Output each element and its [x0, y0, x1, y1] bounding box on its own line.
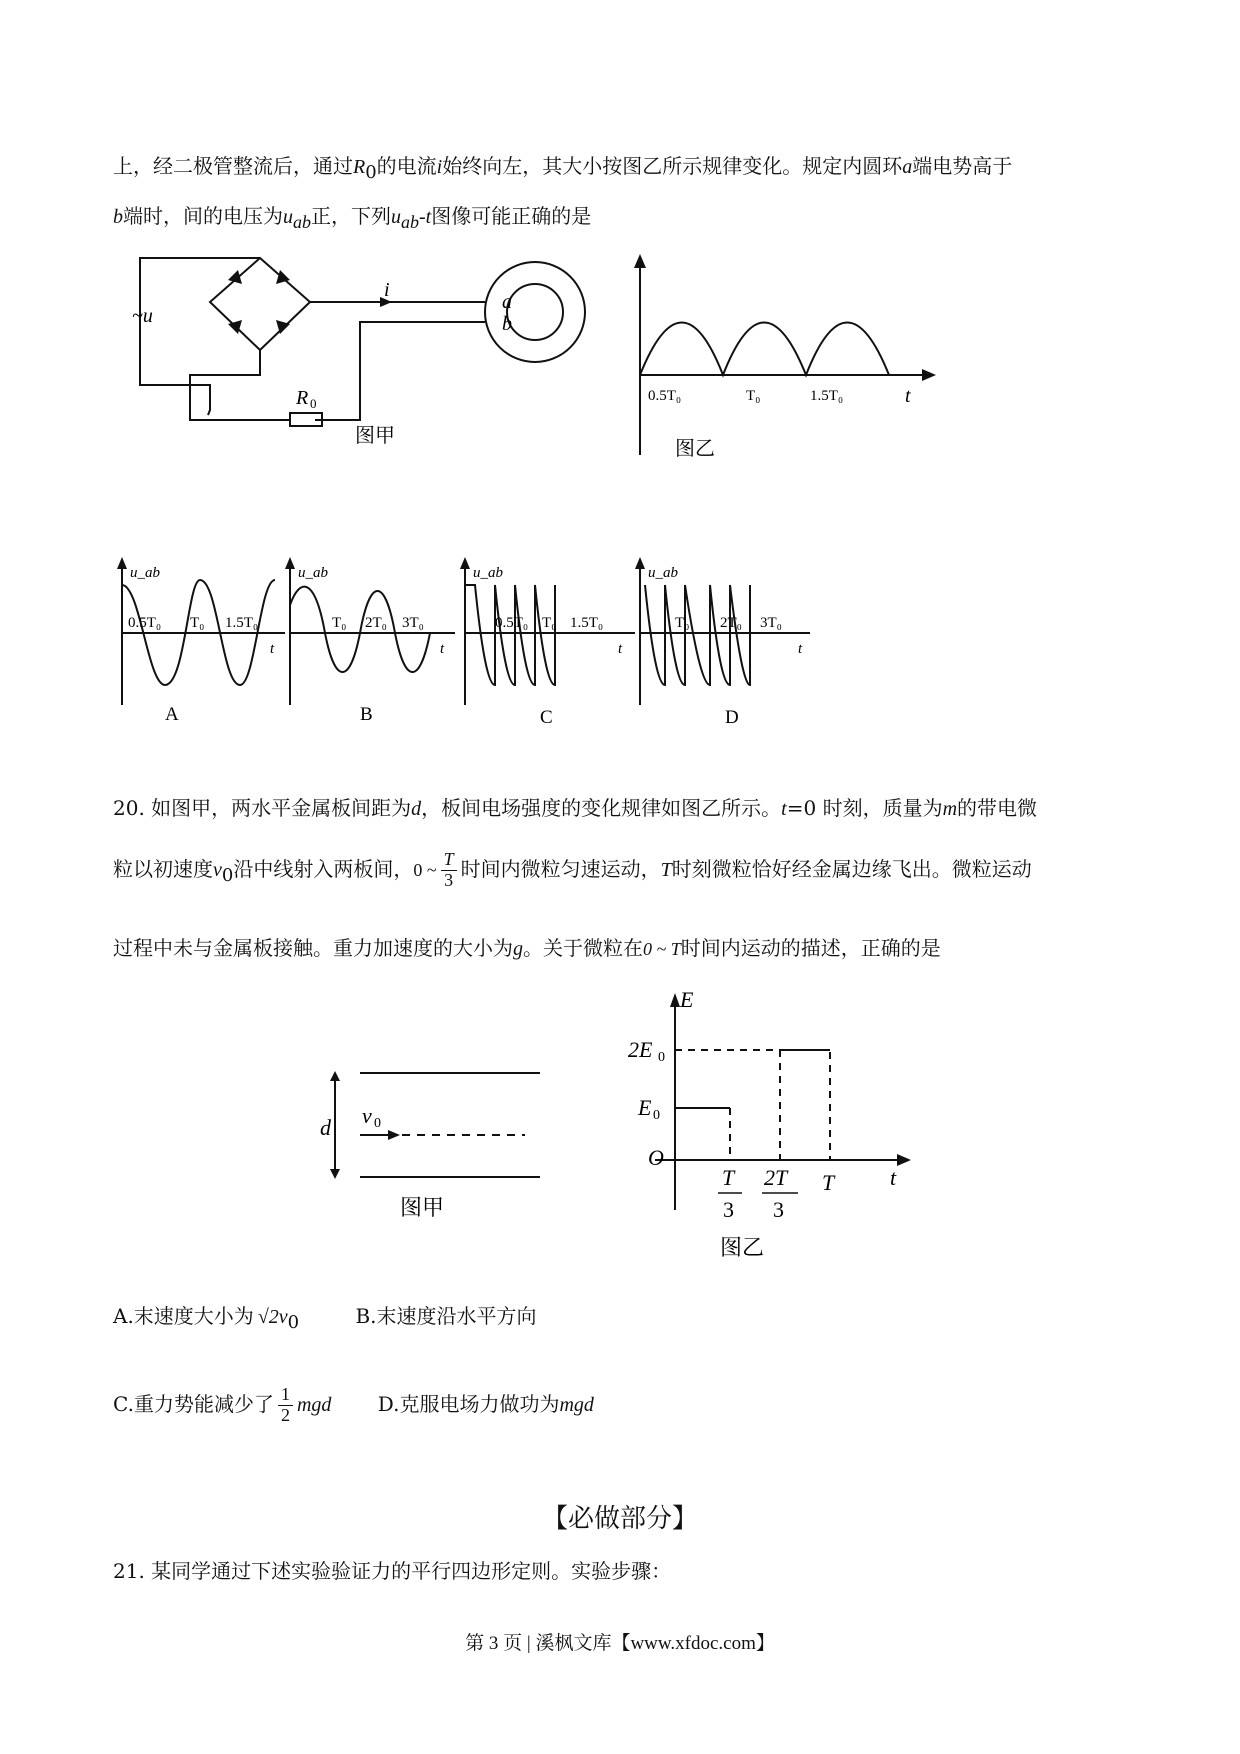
- intro-line-2: [113, 200, 591, 233]
- var-t: t: [781, 798, 787, 820]
- var-g: g: [513, 938, 523, 960]
- axis-t: t: [440, 641, 445, 657]
- text: 时间内微粒匀速运动，: [460, 856, 661, 881]
- caption-yi: 图乙: [675, 438, 715, 460]
- var-u: u: [391, 206, 401, 228]
- label-r: R: [296, 387, 309, 409]
- tick: 3T₀: [760, 615, 782, 631]
- tick: T₀: [675, 615, 690, 631]
- caption-yi: 图乙: [720, 1235, 765, 1260]
- label-u: ~u: [132, 305, 153, 327]
- answer-c: C.重力势能减少了: [113, 1391, 274, 1416]
- text: 20. 如图甲，两水平金属板间距为: [113, 796, 412, 820]
- tick: 0.5T₀: [128, 615, 162, 631]
- num: 1: [278, 1385, 293, 1406]
- text: 图像可能正确的是: [431, 204, 592, 228]
- sub: ab: [293, 212, 311, 232]
- sub: 0: [287, 1312, 300, 1333]
- text: 正，下列: [311, 204, 391, 228]
- option-letter: C: [540, 707, 553, 728]
- q20-line-2: [113, 850, 1032, 891]
- label-sub: 0: [658, 1050, 665, 1065]
- text: 端时，间的电压为: [123, 204, 283, 228]
- range: 0 ~ T: [643, 939, 681, 959]
- var-t: -t: [419, 206, 432, 228]
- answer-d: D.克服电场力做功为: [377, 1391, 560, 1416]
- option-letter: A: [165, 704, 179, 725]
- tick: T₀: [746, 388, 761, 404]
- tick-num: T: [722, 1165, 735, 1190]
- tick: 3T₀: [402, 615, 424, 631]
- ylabel: u_ab: [130, 565, 160, 581]
- var-u: u: [283, 206, 293, 228]
- tick: 0.5T₀: [495, 615, 529, 631]
- var-a: a: [902, 156, 913, 178]
- options-19: [110, 555, 930, 745]
- answer-b: B.末速度沿水平方向: [355, 1304, 537, 1328]
- var-v: v: [213, 858, 222, 881]
- text: 粒以初速度: [113, 856, 213, 881]
- tick: 1.5T₀: [225, 615, 259, 631]
- answers-row-2: [113, 1385, 594, 1426]
- num: T: [441, 850, 457, 871]
- tick: 0.5T₀: [648, 388, 682, 404]
- den: 3: [444, 869, 454, 890]
- label-r-sub: 0: [310, 396, 317, 411]
- tick: T₀: [332, 615, 347, 631]
- axis-t: t: [905, 385, 911, 407]
- text: 端电势高于: [912, 154, 1013, 178]
- label-e0: E: [638, 1095, 652, 1120]
- label-b: b: [502, 313, 512, 335]
- tick-num: 2T: [764, 1165, 788, 1190]
- label-i: i: [384, 279, 390, 301]
- q20-line-3: [113, 932, 941, 961]
- tick-den: 3: [723, 1197, 734, 1222]
- math: mgd: [559, 1393, 594, 1416]
- label-sub: 0: [653, 1108, 660, 1123]
- label-a: a: [502, 291, 512, 313]
- var-b: b: [113, 206, 123, 228]
- axis-t: t: [798, 641, 803, 657]
- q21-text: 21. 某同学通过下述实验验证力的平行四边形定则。实验步骤：: [113, 1559, 672, 1583]
- tick: T₀: [542, 615, 557, 631]
- text: =0 时刻，质量为: [786, 796, 943, 820]
- text: 过程中未与金属板接触。重力加速度的大小为: [113, 936, 513, 960]
- fraction-half: [278, 1385, 293, 1426]
- text: ，板间电场强度的变化规律如图乙所示。: [421, 796, 782, 820]
- option-letter: D: [725, 707, 739, 728]
- tick: 1.5T₀: [570, 615, 604, 631]
- page-footer: 第 3 页 | 溪枫文库【www.xfdoc.com】: [465, 1633, 775, 1654]
- tick: T: [822, 1170, 835, 1195]
- tick: 1.5T₀: [810, 388, 844, 404]
- caption-jia: 图甲: [400, 1195, 445, 1220]
- sub: 0: [365, 162, 377, 183]
- tick-den: 3: [773, 1197, 784, 1222]
- axis-t: t: [890, 1165, 897, 1190]
- section-title: 【必做部分】: [541, 1504, 698, 1534]
- figure-20: [320, 985, 920, 1265]
- label-v: v: [362, 1103, 372, 1128]
- tick: 2T₀: [720, 615, 742, 631]
- answers-row-1: [113, 1300, 537, 1333]
- var-r: R: [353, 156, 366, 178]
- label-v-sub: 0: [374, 1116, 381, 1131]
- answer-a: A.末速度大小为: [113, 1304, 254, 1328]
- var-i: i: [436, 156, 443, 178]
- sub: ab: [401, 212, 419, 232]
- text: 时刻微粒恰好经金属边缘飞出。微粒运动: [671, 856, 1032, 881]
- tick: T₀: [190, 615, 205, 631]
- range: 0 ~: [413, 859, 437, 880]
- var-T: T: [660, 858, 672, 881]
- text: 始终向左，其大小按图乙所示规律变化。规定内圆环: [442, 154, 903, 178]
- var-d: d: [411, 798, 422, 820]
- intro-line-1: [113, 150, 1012, 183]
- ylabel: u_ab: [298, 565, 328, 581]
- axis-t: t: [618, 641, 623, 657]
- label-o: O: [648, 1145, 664, 1170]
- var-m: m: [942, 798, 958, 820]
- figure-19: [130, 250, 950, 480]
- text: 的带电微: [957, 796, 1038, 820]
- text: 。关于微粒在: [523, 936, 643, 960]
- axis-e: E: [680, 987, 694, 1012]
- fraction-t-3: [441, 850, 457, 891]
- text: 的电流: [376, 154, 437, 178]
- option-letter: B: [360, 704, 373, 725]
- text: 时间内运动的描述，正确的是: [680, 936, 941, 960]
- tick: 2T₀: [365, 615, 387, 631]
- math: √2v: [257, 1306, 288, 1328]
- caption-jia: 图甲: [355, 425, 395, 447]
- text: 上，经二极管整流后，通过: [113, 154, 353, 178]
- sub: 0: [221, 864, 234, 886]
- den: 2: [280, 1404, 290, 1425]
- math: mgd: [296, 1393, 332, 1416]
- ylabel: u_ab: [473, 565, 503, 581]
- text: 沿中线射入两板间，: [233, 856, 414, 881]
- label-2e0: 2E: [628, 1037, 653, 1062]
- label-d: d: [320, 1115, 331, 1140]
- ylabel: u_ab: [648, 565, 678, 581]
- q20-line-1: [113, 792, 1037, 821]
- axis-t: t: [270, 641, 275, 657]
